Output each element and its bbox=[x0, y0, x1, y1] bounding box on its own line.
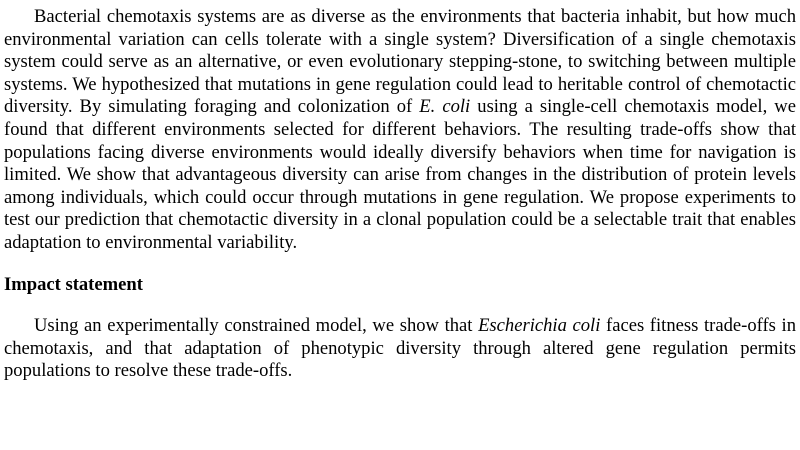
abstract-paragraph bbox=[4, 6, 796, 255]
heading-spacer bbox=[4, 296, 796, 315]
paragraph-spacer bbox=[4, 255, 796, 274]
impact-statement-paragraph bbox=[4, 315, 796, 383]
impact-text-2: faces fitness trade-offs in chemotaxis, and that adaptation of phenotypic diversity through altered gene regulation permits populations to resolve these trade-offs. bbox=[4, 315, 796, 382]
document-page bbox=[4, 6, 796, 383]
impact-species-italic: Escherichia coli bbox=[478, 315, 601, 337]
impact-text-1: Using an experimentally constrained model, we show that bbox=[34, 315, 479, 337]
impact-statement-heading: Impact statement bbox=[4, 273, 143, 295]
abstract-text-2: using a single-cell chemotaxis model, we found that different environments selected for different behaviors. The resulting trade-offs show that populations facing diverse environments would ideally diversify behaviors when time for navigation is limited. We show that advantageous diversity can arise from changes in the distribution of protein levels among individuals, which could occur through mutations in gene regulation. We propose experiments to test our prediction that chemotactic diversity in a clonal population could be a selectable trait that enables adaptation to environmental variability. bbox=[4, 96, 796, 253]
abstract-species-italic: E. coli bbox=[419, 96, 471, 118]
abstract-text-1: Bacterial chemotaxis systems are as diverse as the environments that bacteria inhabit, but how much environmental variation can cells tolerate with a single system? Diversification of a single chemotaxis system could serve as an alternative, or even evolutionary stepping-stone, to switching between multiple systems. We hypothesized that mutations in gene regulation could lead to heritable control of chemotactic diversity. By simulating foraging and colonization of bbox=[4, 6, 796, 118]
